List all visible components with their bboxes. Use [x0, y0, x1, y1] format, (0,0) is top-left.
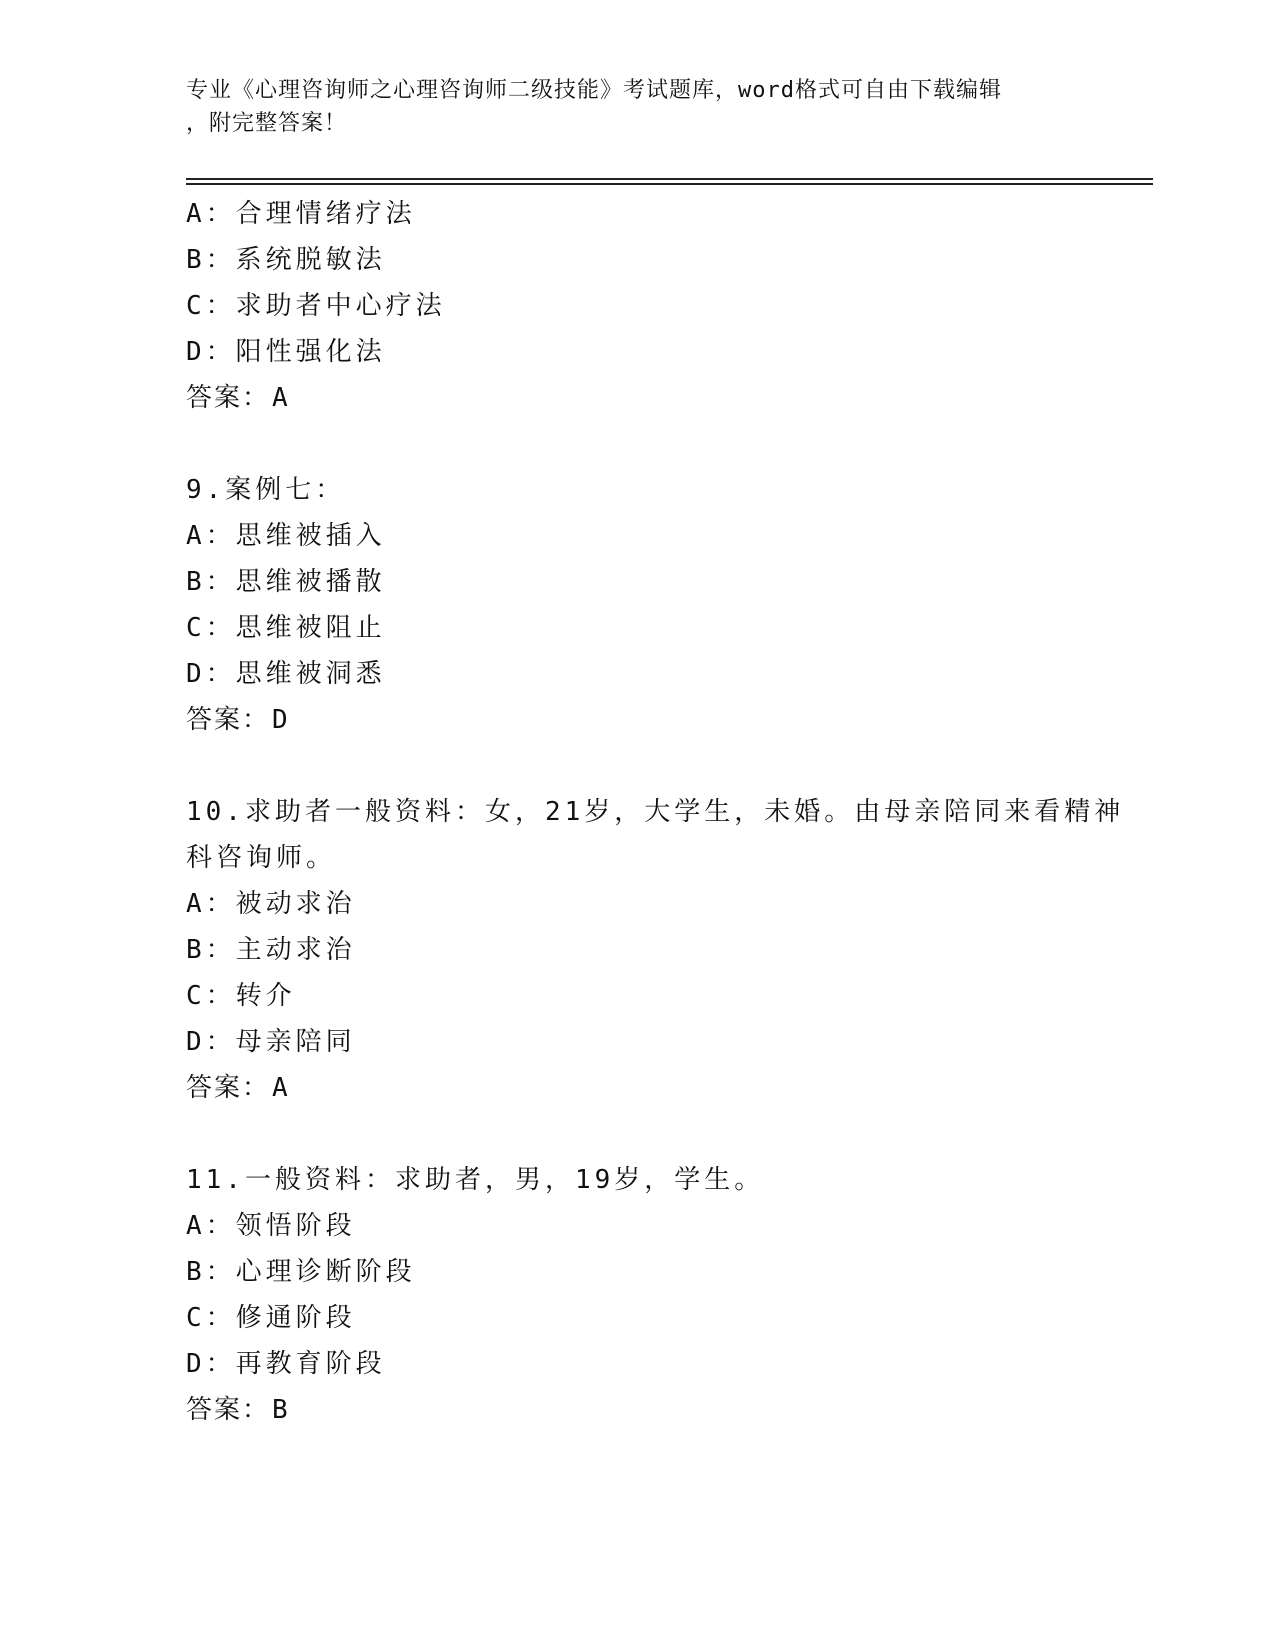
option-letter: D： [186, 1349, 236, 1379]
answer-label: 答案： [186, 383, 271, 413]
option-letter: B： [186, 567, 236, 597]
option-text: 思维被插入 [235, 521, 386, 551]
option-c [186, 1295, 1086, 1341]
option-c [186, 605, 1086, 651]
option-letter: D： [186, 337, 236, 367]
option-a [186, 881, 1086, 927]
option-text: 主动求治 [235, 935, 356, 965]
answer-value: B [272, 1395, 290, 1425]
answer-value: A [272, 1073, 290, 1103]
answer-label: 答案： [186, 1073, 271, 1103]
option-text: 转介 [235, 981, 296, 1011]
question-block-8 [186, 191, 1086, 421]
question-block-11 [186, 1157, 1086, 1433]
question-text-line-1: 10.求助者一般资料：女，21岁，大学生，未婚。由母亲陪同来看精神 [186, 797, 1125, 827]
question-text-line-2: 科咨询师。 [186, 843, 337, 873]
option-c [186, 973, 1086, 1019]
option-d [186, 651, 1086, 697]
option-text: 心理诊断阶段 [235, 1257, 416, 1287]
option-text: 求助者中心疗法 [235, 291, 446, 321]
answer-label: 答案： [186, 1395, 271, 1425]
option-text: 思维被阻止 [235, 613, 386, 643]
answer-label: 答案： [186, 705, 271, 735]
option-c [186, 283, 1086, 329]
question-text: 11.一般资料：求助者，男，19岁，学生。 [186, 1165, 765, 1195]
header-line-2: ，附完整答案！ [186, 111, 348, 136]
header-divider-bottom [186, 183, 1153, 185]
option-letter: C： [186, 613, 236, 643]
option-b [186, 927, 1086, 973]
option-letter: A： [186, 521, 236, 551]
option-letter: A： [186, 199, 236, 229]
question-list [186, 191, 1125, 1433]
option-letter: C： [186, 981, 236, 1011]
answer-line [186, 1387, 1086, 1433]
option-text: 阳性强化法 [235, 337, 386, 367]
answer-line [186, 375, 1086, 421]
option-text: 母亲陪同 [235, 1027, 356, 1057]
answer-value: D [272, 705, 290, 735]
option-letter: D： [186, 1027, 236, 1057]
option-letter: B： [186, 935, 236, 965]
option-text: 修通阶段 [235, 1303, 356, 1333]
answer-line [186, 697, 1086, 743]
option-letter: A： [186, 1211, 236, 1241]
option-text: 思维被播散 [235, 567, 386, 597]
option-text: 再教育阶段 [235, 1349, 386, 1379]
option-text: 合理情绪疗法 [235, 199, 416, 229]
option-d [186, 1019, 1086, 1065]
option-d [186, 329, 1086, 375]
answer-line [186, 1065, 1086, 1111]
header-divider-top [186, 178, 1153, 180]
option-text: 被动求治 [235, 889, 356, 919]
question-block-9 [186, 467, 1086, 743]
option-letter: D： [186, 659, 236, 689]
document-header [186, 74, 1086, 140]
option-b [186, 559, 1086, 605]
option-b [186, 237, 1086, 283]
answer-value: A [272, 383, 290, 413]
block-spacer [186, 1111, 1086, 1157]
option-d [186, 1341, 1086, 1387]
question-block-10 [186, 789, 1125, 1111]
option-text: 思维被洞悉 [235, 659, 386, 689]
option-a [186, 513, 1086, 559]
option-b [186, 1249, 1086, 1295]
option-letter: B： [186, 245, 236, 275]
block-spacer [186, 421, 1086, 467]
header-line-1: 专业《心理咨询师之心理咨询师二级技能》考试题库，word格式可自由下载编辑 [186, 78, 1002, 103]
question-text: 9.案例七： [186, 475, 346, 505]
option-a [186, 191, 1086, 237]
option-text: 系统脱敏法 [235, 245, 386, 275]
block-spacer [186, 743, 1086, 789]
option-letter: C： [186, 291, 236, 321]
option-text: 领悟阶段 [235, 1211, 356, 1241]
option-letter: B： [186, 1257, 236, 1287]
option-letter: A： [186, 889, 236, 919]
option-letter: C： [186, 1303, 236, 1333]
option-a [186, 1203, 1086, 1249]
